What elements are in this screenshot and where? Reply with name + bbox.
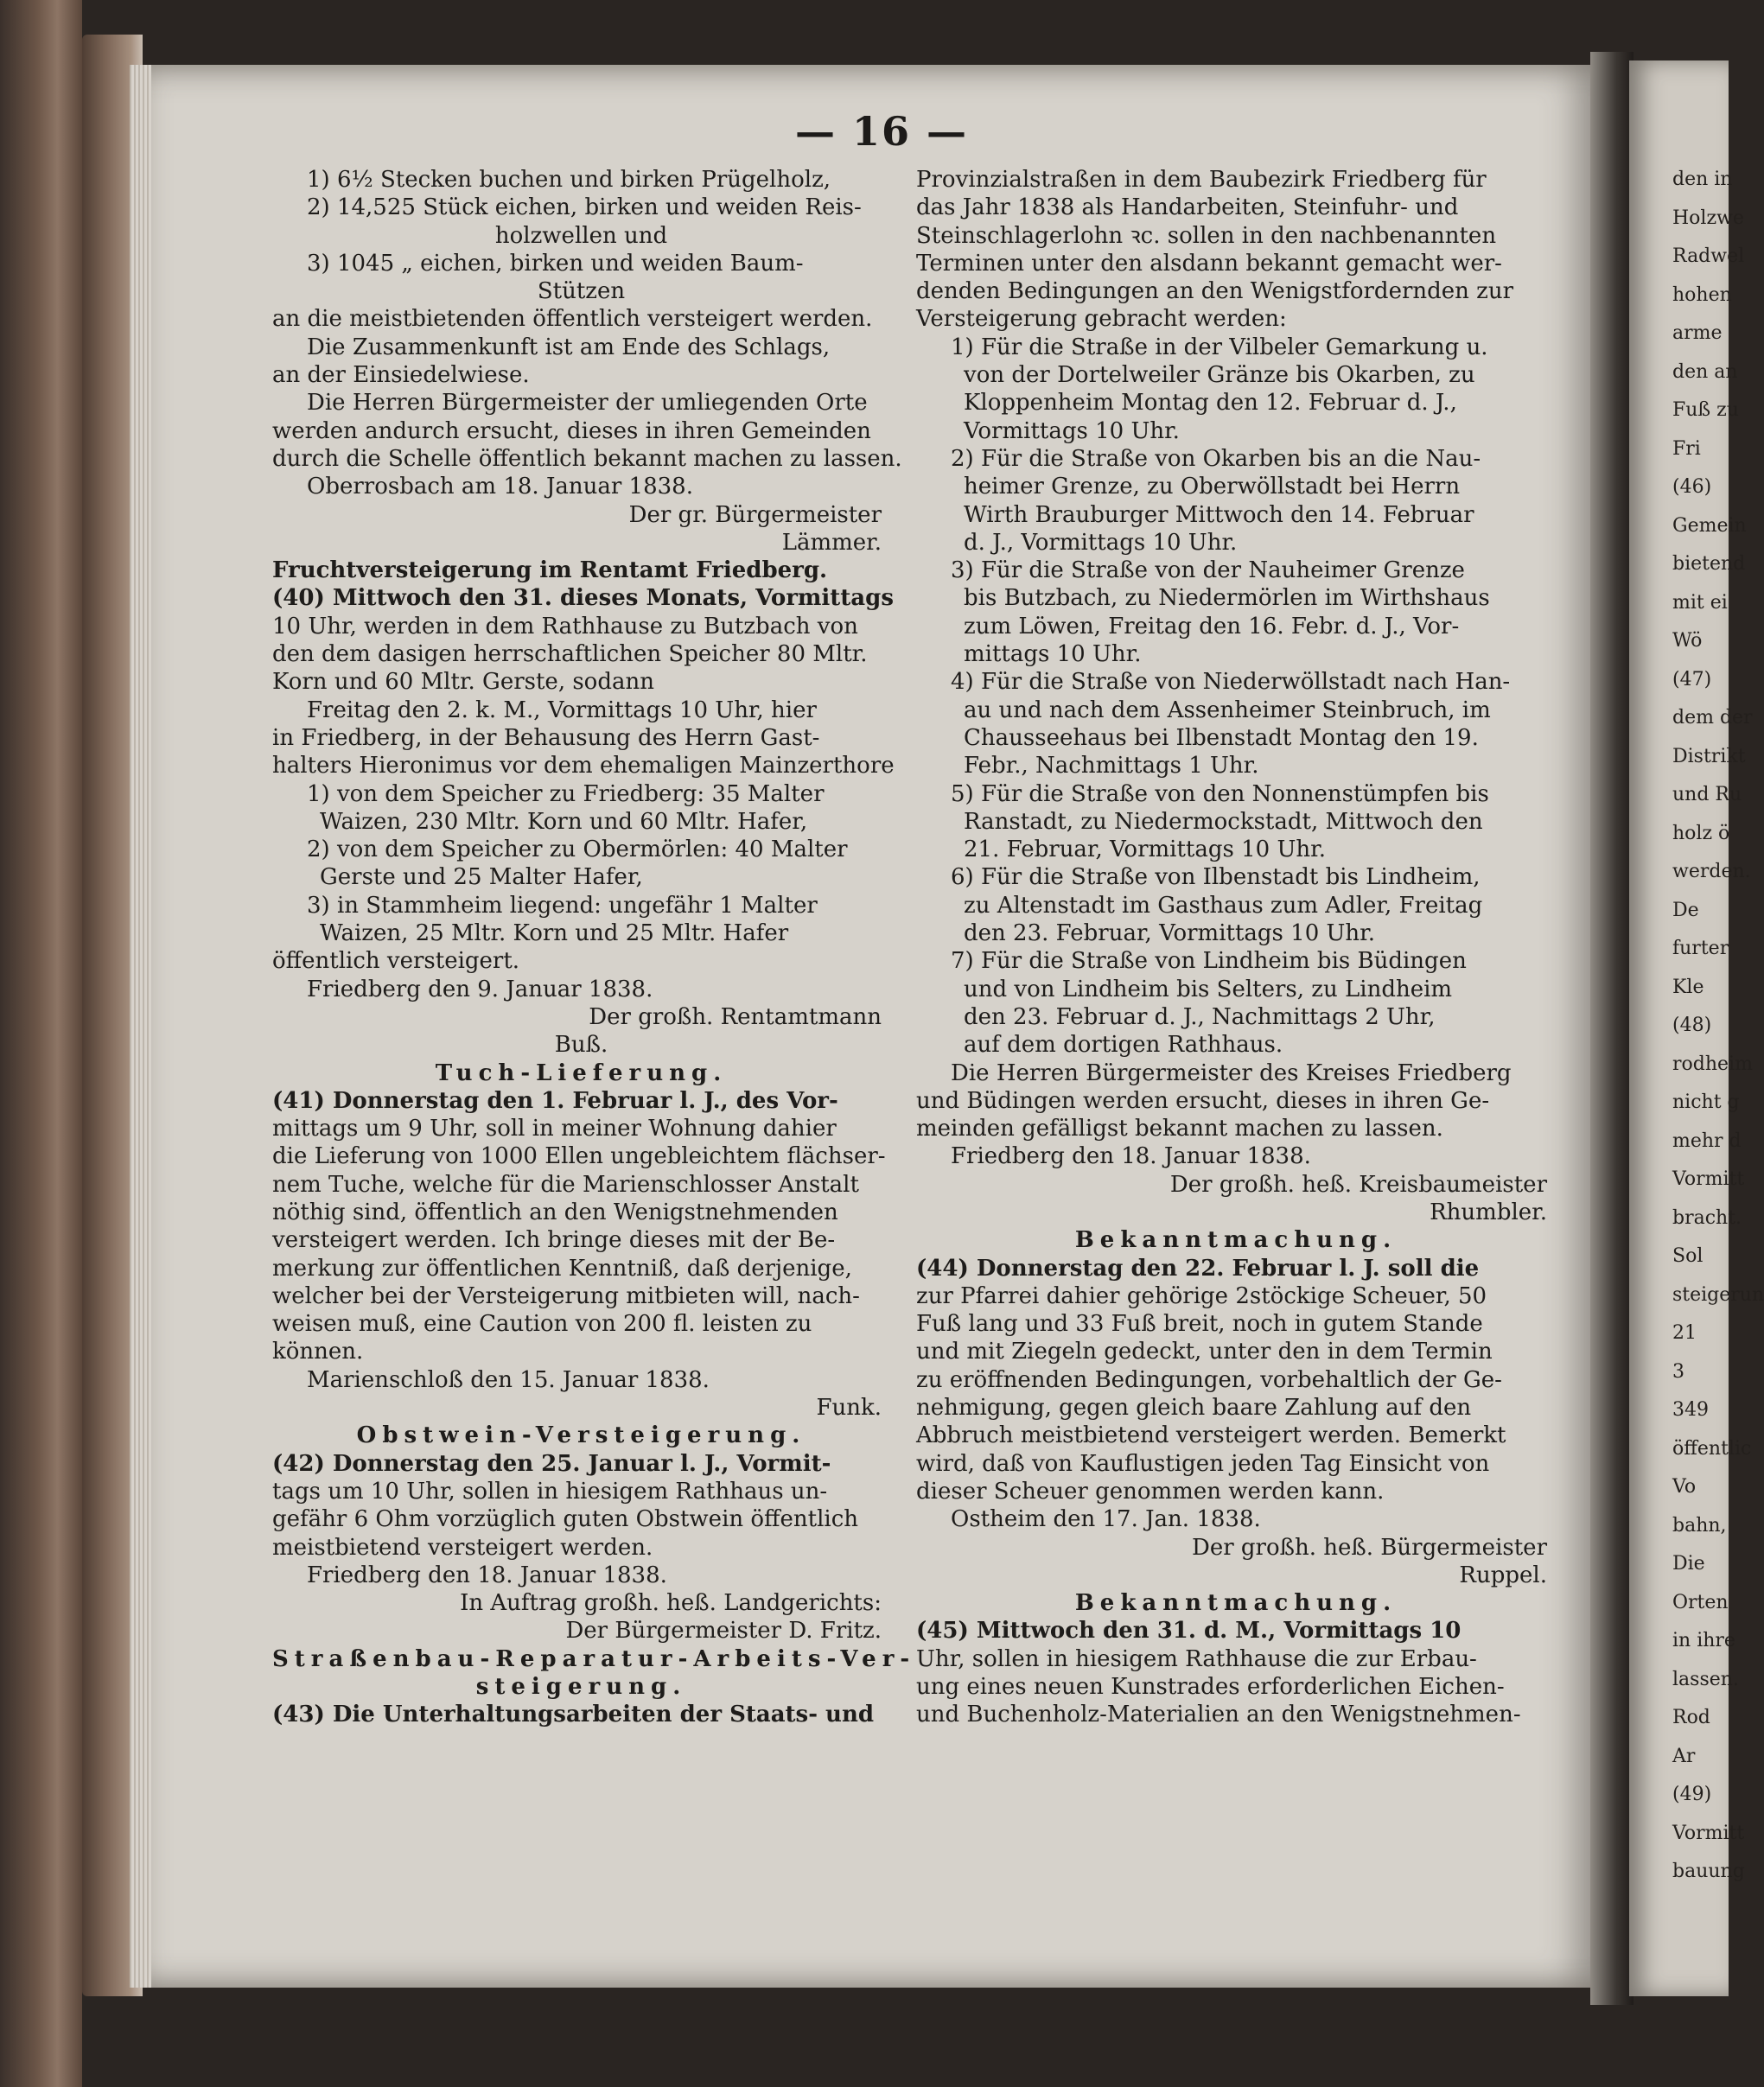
text-line: 2) von dem Speicher zu Obermörlen: 40 Malter <box>307 837 848 863</box>
text-line: Buß. <box>554 1032 608 1059</box>
text-line: Kloppenheim Montag den 12. Februar d. J., <box>964 390 1457 417</box>
text-line: 3) Für die Straße von der Nauheimer Grenze <box>951 557 1465 584</box>
text-line: Febr., Nachmittags 1 Uhr. <box>964 753 1259 779</box>
facing-page-fragment: furter <box>1672 938 1729 959</box>
text-line: nem Tuche, welche für die Marienschlosser Anstalt <box>272 1171 859 1198</box>
text-line: Fruchtversteigerung im Rentamt Friedberg. <box>272 557 828 584</box>
text-line: Uhr, sollen in hiesigem Rathhause die zur Erbau- <box>916 1645 1477 1672</box>
facing-page-fragment: bracht. <box>1672 1206 1742 1229</box>
text-line: nöthig sind, öffentlich an den Wenigstnehmenden <box>272 1199 838 1225</box>
text-line: Versteigerung gebracht werden: <box>916 306 1287 333</box>
text-line: holzwellen und <box>494 222 668 249</box>
text-line: denden Bedingungen an den Wenigstfordernden zur <box>916 278 1514 305</box>
text-line: Bekanntmachung. <box>1074 1590 1398 1617</box>
text-line: (43) Die Unterhaltungsarbeiten der Staats- und <box>272 1702 875 1728</box>
text-line: Vormittags 10 Uhr. <box>964 417 1180 444</box>
text-line: 1) Für die Straße in der Vilbeler Gemarkung u. <box>951 334 1488 360</box>
facing-page-fragment: 349 <box>1672 1399 1709 1421</box>
text-line: und mit Ziegeln gedeckt, unter den in dem Termin <box>916 1339 1493 1365</box>
facing-page-fragment: Distrikt <box>1672 745 1746 767</box>
text-line: Tuch-Lieferung. <box>435 1059 728 1086</box>
facing-page-fragment: Fuß zu <box>1672 399 1739 421</box>
text-line: Fuß lang und 33 Fuß breit, noch in gutem Stande <box>916 1311 1483 1338</box>
text-line: und Büdingen werden ersucht, dieses in ihren Ge- <box>916 1087 1490 1114</box>
facing-page-fragment: hohen <box>1672 283 1732 306</box>
text-line: und von Lindheim bis Selters, zu Lindheim <box>964 976 1453 1002</box>
text-line: Provinzialstraßen in dem Baubezirk Friedberg für <box>916 167 1487 193</box>
facing-page-fragment: öffentlic <box>1672 1437 1752 1460</box>
text-line: werden andurch ersucht, dieses in ihren Gemeinden <box>272 417 871 444</box>
text-line: Lämmer. <box>781 529 882 556</box>
facing-page-fragment: Vormitt <box>1672 1822 1745 1844</box>
text-line: mittags 10 Uhr. <box>964 641 1142 668</box>
text-line: 21. Februar, Vormittags 10 Uhr. <box>964 837 1326 863</box>
text-line: 6) Für die Straße von Ilbenstadt bis Lindheim, <box>951 864 1481 891</box>
text-line: (41) Donnerstag den 1. Februar l. J., des Vor- <box>272 1087 838 1114</box>
facing-page-fragment: dem der <box>1672 707 1753 729</box>
text-line: Rhumbler. <box>1430 1199 1547 1225</box>
book-gutter <box>1590 52 1633 2005</box>
page-number: — 16 — <box>795 108 969 155</box>
facing-page-fragment: arme <box>1672 322 1723 344</box>
text-line: an der Einsiedelwiese. <box>272 362 530 389</box>
facing-page-fragment: bietend <box>1672 553 1746 575</box>
facing-page-fragment: De <box>1672 899 1699 921</box>
text-line: Marienschloß den 15. Januar 1838. <box>307 1366 710 1393</box>
text-line: 10 Uhr, werden in dem Rathhause zu Butzbach von <box>272 613 858 639</box>
text-line: Friedberg den 9. Januar 1838. <box>307 976 653 1002</box>
facing-page-fragment: 21 <box>1672 1322 1697 1344</box>
text-line: bis Butzbach, zu Niedermörlen im Wirthshaus <box>964 585 1490 612</box>
text-line: Wirth Brauburger Mittwoch den 14. Februar <box>964 501 1474 528</box>
facing-page-fragment: Radwel <box>1672 245 1745 267</box>
text-line: Terminen unter den alsdann bekannt gemacht wer- <box>916 250 1502 277</box>
text-line: gefähr 6 Ohm vorzüglich guten Obstwein öffentlich <box>272 1506 859 1533</box>
text-line: 1) 6½ Stecken buchen und birken Prügelholz, <box>307 167 831 193</box>
facing-page-fragment: Die <box>1672 1553 1705 1575</box>
text-line: Friedberg den 18. Januar 1838. <box>307 1562 667 1588</box>
text-line: in Friedberg, in der Behausung des Herrn Gast- <box>272 724 820 751</box>
facing-page-fragment: rodheim <box>1672 1053 1753 1075</box>
facing-page-fragment: Ar <box>1672 1745 1696 1767</box>
text-line: Ostheim den 17. Jan. 1838. <box>951 1506 1261 1533</box>
text-line: Die Herren Bürgermeister der umliegenden Orte <box>307 390 868 417</box>
text-line: Freitag den 2. k. M., Vormittags 10 Uhr, hier <box>307 697 817 723</box>
text-line: Die Zusammenkunft ist am Ende des Schlags, <box>307 334 831 360</box>
text-line: merkung zur öffentlichen Kenntniß, daß derjenige, <box>272 1255 852 1282</box>
text-line: den 23. Februar, Vormittags 10 Uhr. <box>964 920 1376 947</box>
facing-page-fragment: Fri <box>1672 437 1701 460</box>
text-line: Stützen <box>537 278 626 305</box>
text-line: 3) in Stammheim liegend: ungefähr 1 Malter <box>307 892 818 919</box>
text-line: versteigert werden. Ich bringe dieses mit der Be- <box>272 1227 836 1254</box>
facing-page-fragment: mit ei <box>1672 591 1728 614</box>
text-line: welcher bei der Versteigerung mitbieten will, nach- <box>272 1282 860 1309</box>
facing-page-fragment: werden. <box>1672 861 1751 882</box>
text-line: Chausseehaus bei Ilbenstadt Montag den 19. <box>964 724 1479 751</box>
text-line: tags um 10 Uhr, sollen in hiesigem Rathhaus un- <box>272 1478 828 1505</box>
text-line: Waizen, 25 Mltr. Korn und 25 Mltr. Hafer <box>320 920 789 947</box>
text-line: 3) 1045 „ eichen, birken und weiden Baum- <box>307 250 804 277</box>
text-line: Abbruch meistbietend versteigert werden. Bemerkt <box>916 1422 1506 1449</box>
text-line: Obstwein-Versteigerung. <box>356 1422 806 1449</box>
facing-page-fragment: mehr d <box>1672 1129 1742 1152</box>
facing-page-fragment: Kle <box>1672 976 1704 998</box>
text-line: 5) Für die Straße von den Nonnenstümpfen bis <box>951 780 1489 807</box>
text-line: 2) 14,525 Stück eichen, birken und weiden Reis- <box>307 194 862 221</box>
facing-page-fragment: (49) <box>1672 1784 1712 1805</box>
text-line: zu eröffnenden Bedingungen, vorbehaltlich der Ge- <box>916 1366 1502 1393</box>
facing-page-fragment: und Ru <box>1672 784 1742 805</box>
text-line: au und nach dem Assenheimer Steinbruch, im <box>964 697 1491 723</box>
facing-page-fragment: Holzwe <box>1672 207 1744 229</box>
facing-page-fragment: Orten <box>1672 1591 1729 1613</box>
text-line: Bekanntmachung. <box>1074 1227 1398 1254</box>
text-line: Waizen, 230 Mltr. Korn und 60 Mltr. Hafer, <box>320 808 808 835</box>
text-line: In Auftrag großh. heß. Landgerichts: <box>460 1590 882 1617</box>
text-line: zur Pfarrei dahier gehörige 2stöckige Scheuer, 50 <box>916 1282 1487 1309</box>
text-line: weisen muß, eine Caution von 200 fl. leisten zu <box>272 1311 812 1338</box>
text-line: Friedberg den 18. Januar 1838. <box>951 1143 1311 1170</box>
facing-page-fragment: den an <box>1672 360 1738 383</box>
text-line: steigerung. <box>475 1674 687 1701</box>
facing-page-fragment: 3 <box>1672 1360 1684 1383</box>
text-line: ung eines neuen Kunstrades erforderlichen Eichen- <box>916 1674 1505 1701</box>
text-line: Steinschlagerlohn ꝛc. sollen in den nachbenannten <box>916 222 1497 249</box>
text-line: heimer Grenze, zu Oberwöllstadt bei Herrn <box>964 474 1461 500</box>
facing-page-fragment: Vormitt <box>1672 1168 1745 1190</box>
facing-page-fragment: (47) <box>1672 668 1712 690</box>
text-line: (40) Mittwoch den 31. dieses Monats, Vormittags <box>272 585 894 612</box>
text-line: meinden gefälligst bekannt machen zu lassen. <box>916 1116 1443 1142</box>
text-line: den 23. Februar d. J., Nachmittags 2 Uhr, <box>964 1003 1436 1030</box>
text-line: den dem dasigen herrschaftlichen Speicher 80 Mltr. <box>272 641 868 668</box>
text-line: durch die Schelle öffentlich bekannt machen zu lassen. <box>272 445 902 472</box>
text-line: 7) Für die Straße von Lindheim bis Büdingen <box>951 948 1467 975</box>
facing-page-fragment: steigerun <box>1672 1283 1764 1306</box>
text-line: Funk. <box>816 1395 882 1422</box>
text-line: Gerste und 25 Malter Hafer, <box>320 864 643 891</box>
page-edges <box>130 65 151 1988</box>
text-line: die Lieferung von 1000 Ellen ungebleichtem flächser- <box>272 1143 886 1170</box>
left-column <box>272 166 916 1729</box>
text-line: mittags um 9 Uhr, soll in meiner Wohnung dahier <box>272 1116 837 1142</box>
facing-page-fragment: bauung <box>1672 1861 1745 1882</box>
book-spine <box>0 0 82 2087</box>
text-line: auf dem dortigen Rathhaus. <box>964 1032 1283 1059</box>
text-line: Der Bürgermeister D. Fritz. <box>565 1618 882 1645</box>
text-line: 4) Für die Straße von Niederwöllstadt nach Han- <box>951 669 1511 696</box>
text-line: Der großh. heß. Kreisbaumeister <box>1169 1171 1547 1198</box>
text-line: können. <box>272 1339 364 1365</box>
text-line: Der gr. Bürgermeister <box>628 501 882 528</box>
text-line: Ranstadt, zu Niedermockstadt, Mittwoch den <box>964 808 1483 835</box>
text-line: zu Altenstadt im Gasthaus zum Adler, Freitag <box>964 892 1483 919</box>
text-line: nehmigung, gegen gleich baare Zahlung auf den <box>916 1395 1472 1422</box>
text-line: an die meistbietenden öffentlich versteigert werden. <box>272 306 873 333</box>
text-line: Oberrosbach am 18. Januar 1838. <box>307 474 693 500</box>
facing-page-fragment: (48) <box>1672 1015 1712 1036</box>
right-column <box>916 166 1556 1729</box>
text-line: von der Dortelweiler Gränze bis Okarben, zu <box>964 362 1475 389</box>
text-line: d. J., Vormittags 10 Uhr. <box>964 529 1238 556</box>
text-line: (44) Donnerstag den 22. Februar l. J. soll die <box>916 1255 1480 1282</box>
facing-page-fragment: bahn, <box>1672 1514 1727 1537</box>
text-line: Korn und 60 Mltr. Gerste, sodann <box>272 669 654 696</box>
facing-page-fragment: Wö <box>1672 630 1703 652</box>
text-line: (42) Donnerstag den 25. Januar l. J., Vormit- <box>272 1450 831 1477</box>
facing-page-fragment: Gemein <box>1672 514 1747 537</box>
text-line: 2) Für die Straße von Okarben bis an die Nau- <box>951 445 1481 472</box>
facing-page-fragment: den in <box>1672 169 1733 190</box>
text-line: dieser Scheuer genommen werden kann. <box>916 1478 1385 1505</box>
text-line: öffentlich versteigert. <box>272 948 520 975</box>
text-line: Die Herren Bürgermeister des Kreises Friedberg <box>951 1059 1512 1086</box>
facing-page-fragment: holz ö <box>1672 822 1730 844</box>
text-line: (45) Mittwoch den 31. d. M., Vormittags 10 <box>916 1618 1462 1645</box>
text-line: und Buchenholz-Materialien an den Wenigstnehmen- <box>916 1702 1521 1728</box>
facing-page-fragment: in ihre <box>1672 1630 1735 1651</box>
text-line: wird, daß von Kauflustigen jeden Tag Einsicht von <box>916 1450 1490 1477</box>
text-line: Der großh. Rentamtmann <box>589 1003 882 1030</box>
text-line: Ruppel. <box>1459 1562 1547 1588</box>
facing-page-fragment: Vo <box>1672 1476 1697 1498</box>
text-line: Der großh. heß. Bürgermeister <box>1191 1534 1547 1561</box>
text-line: meistbietend versteigert werden. <box>272 1534 653 1561</box>
facing-page-fragment: Sol <box>1672 1245 1704 1267</box>
facing-page-fragment: lassen. <box>1672 1668 1739 1690</box>
facing-page-fragment: nicht g <box>1672 1091 1740 1113</box>
text-line: Straßenbau-Reparatur-Arbeits-Ver- <box>272 1645 916 1672</box>
text-line: halters Hieronimus vor dem ehemaligen Mainzerthore <box>272 753 895 779</box>
facing-page-fragment: Rod <box>1672 1707 1710 1728</box>
text-line: das Jahr 1838 als Handarbeiten, Steinfuhr- und <box>916 194 1459 221</box>
facing-page-fragment: (46) <box>1672 476 1712 498</box>
text-line: 1) von dem Speicher zu Friedberg: 35 Malter <box>307 780 825 807</box>
text-line: zum Löwen, Freitag den 16. Febr. d. J., Vor- <box>964 613 1460 639</box>
